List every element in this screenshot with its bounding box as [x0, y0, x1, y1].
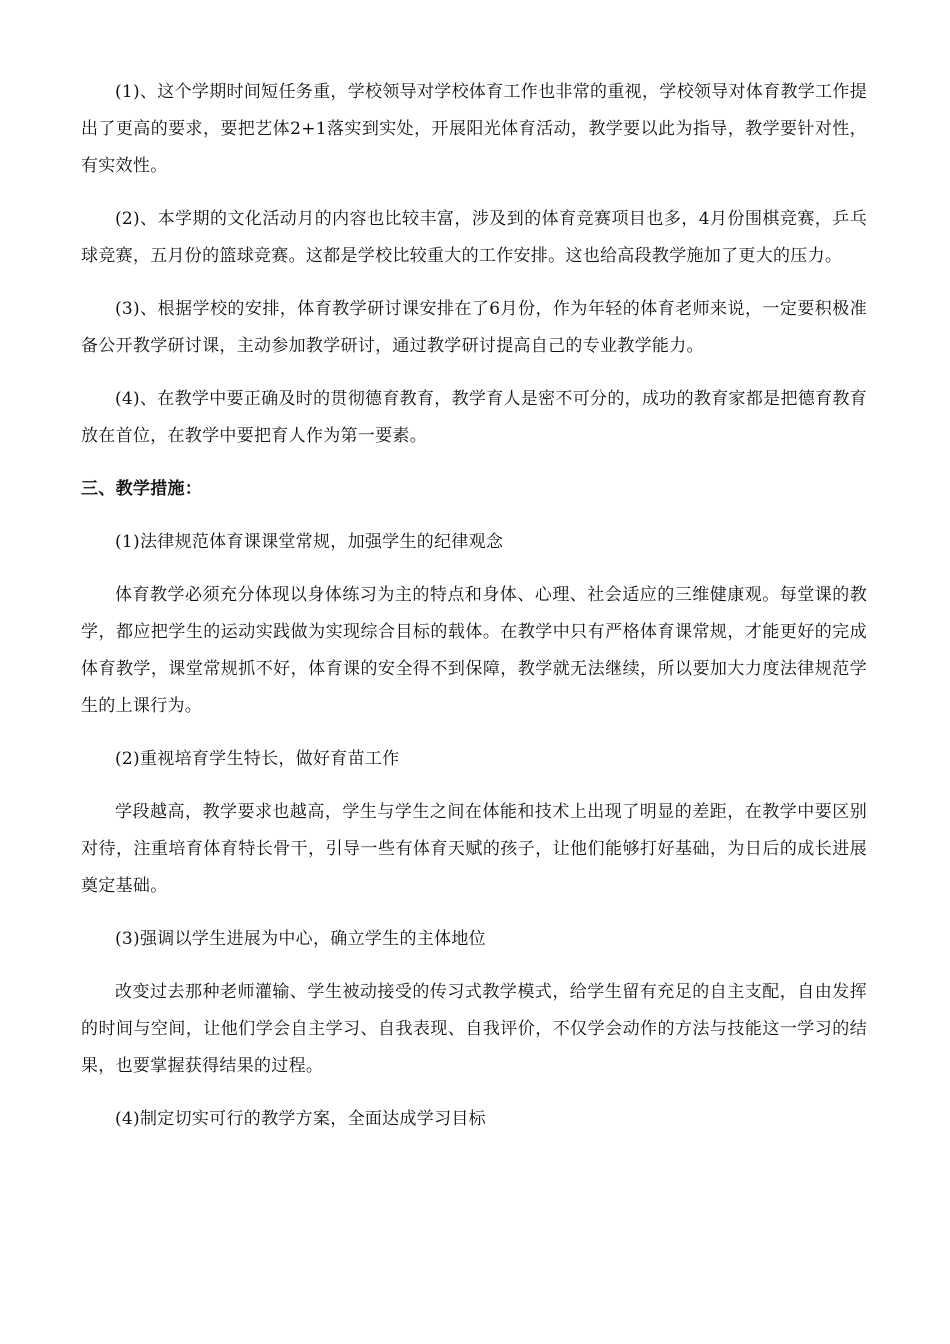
measure-title-3: (3)强调以学生进展为中心，确立学生的主体地位	[115, 929, 486, 949]
measure-body-1: 体育教学必须充分体现以身体练习为主的特点和身体、心理、社会适应的三维健康观。每堂课的教学，都应把学生的运动实践做为实现综合目标的载体。在教学中只有严格体育课常规，才能更好的完成体育教学，课堂常规抓不好，体育课的安全得不到保障，教学就无法继续，所以要加大力度法律规范学生的上课行为。	[81, 585, 867, 716]
paragraph-item-1: (1)、这个学期时间短任务重，学校领导对学校体育工作也非常的重视，学校领导对体育教学工作提出了更高的要求，要把艺体2+1落实到实处，开展阳光体育活动，教学要以此为指导，教学要针对性，有实效性。	[81, 82, 867, 176]
measure-title-2: (2)重视培育学生特长，做好育苗工作	[115, 749, 400, 769]
paragraph-item-2: (2)、本学期的文化活动月的内容也比较丰富，涉及到的体育竞赛项目也多，4月份围棋竞赛，乒乓球竞赛，五月份的篮球竞赛。这都是学校比较重大的工作安排。这也给高段教学施加了更大的压力。	[81, 209, 867, 266]
measure-body-2: 学段越高，教学要求也越高，学生与学生之间在体能和技术上出现了明显的差距，在教学中要区别对待，注重培育体育特长骨干，引导一些有体育天赋的孩子，让他们能够打好基础，为日后的成长进展奠定基础。	[81, 802, 867, 896]
document-page	[81, 74, 867, 1138]
measure-title-4: (4)制定切实可行的教学方案，全面达成学习目标	[115, 1109, 486, 1129]
paragraph-item-3: (3)、根据学校的安排，体育教学研讨课安排在了6月份，作为年轻的体育老师来说，一定要积极准备公开教学研讨课，主动参加教学研讨，通过教学研讨提高自己的专业教学能力。	[81, 299, 867, 356]
paragraph-item-4: (4)、在教学中要正确及时的贯彻德育教育，教学育人是密不可分的，成功的教育家都是把德育教育放在首位，在教学中要把育人作为第一要素。	[81, 389, 867, 446]
measure-title-1: (1)法律规范体育课课堂常规，加强学生的纪律观念	[115, 532, 504, 552]
section-heading: 三、教学措施：	[81, 479, 203, 499]
measure-body-3: 改变过去那种老师灌输、学生被动接受的传习式教学模式，给学生留有充足的自主支配，自由发挥的时间与空间，让他们学会自主学习、自我表现、自我评价，不仅学会动作的方法与技能这一学习的结果，也要掌握获得结果的过程。	[81, 982, 867, 1076]
